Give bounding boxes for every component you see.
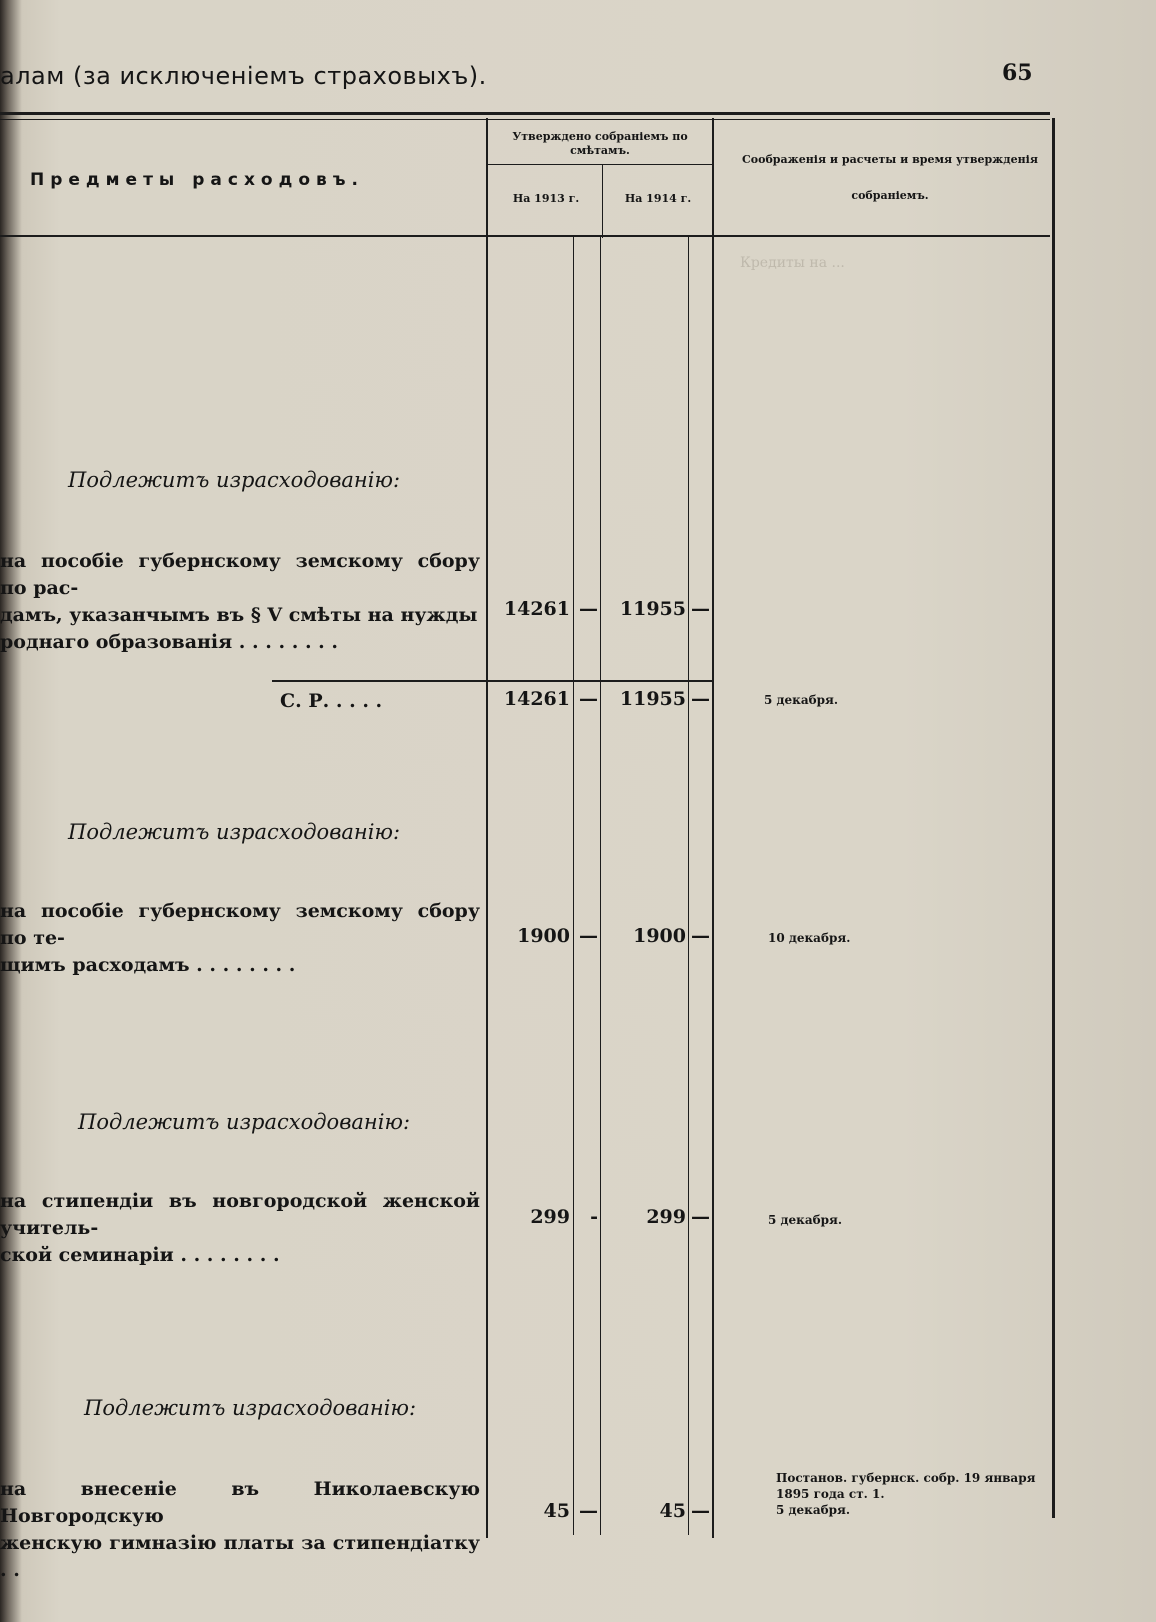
section-5-note-line-1: Постанов. губернск. собр. 19 января — [776, 1471, 1036, 1485]
section-3-text — [0, 898, 480, 979]
header-rule — [0, 112, 1050, 115]
table-header-bottom-rule — [0, 235, 1050, 237]
section-5-value-1913: 45 — [543, 1500, 570, 1522]
section-5-dash-1913: — — [579, 1500, 598, 1522]
kop-line-1914 — [688, 235, 689, 1535]
subtotal-value-1914: 11955 — [619, 688, 686, 710]
section-4-line-2: ской семинаріи . . . . . . . . — [0, 1244, 280, 1266]
subtotal-dash-1914: — — [691, 688, 710, 710]
divider-1913-1914 — [600, 235, 601, 1535]
approved-sub-rule — [488, 164, 713, 165]
header-rule-thin — [0, 119, 1050, 120]
show-through-text: Кредиты на ... — [740, 255, 845, 271]
section-1-heading: Подлежитъ израсходованію: — [68, 468, 401, 492]
right-border — [1052, 118, 1055, 1518]
section-4-text — [0, 1188, 480, 1269]
section-1-value-1914: 11955 — [619, 598, 686, 620]
section-1-text — [0, 548, 480, 656]
section-3-dash-1914: — — [691, 925, 710, 947]
section-4-dash-1914: — — [691, 1206, 710, 1228]
section-4-value-1914: 299 — [646, 1206, 686, 1228]
section-1-line-2: дамъ, указанчымъ въ § V смѣты на нужды — [0, 604, 478, 626]
section-5-note-line-3: 5 декабря. — [776, 1503, 851, 1517]
section-3-line-2: щимъ расходамъ . . . . . . . . — [0, 954, 296, 976]
section-4-dash-1913: - — [590, 1206, 598, 1228]
subjects-column-header: Предметы расходовъ. — [30, 170, 364, 190]
subtotal-note: 5 декабря. — [764, 693, 839, 707]
section-1-value-1913: 14261 — [503, 598, 570, 620]
section-4-line-1: на стипендіи въ новгородской женской учитель- — [0, 1190, 480, 1239]
col-divider-subjects — [486, 118, 488, 1538]
col-divider-notes — [712, 118, 714, 1538]
section-1-line-1: на пособіе губернскому земскому сбору по рас- — [0, 550, 480, 599]
section-4-value-1913: 299 — [530, 1206, 570, 1228]
page-number: 65 — [1002, 60, 1033, 86]
section-1-dash-1913: — — [579, 598, 598, 620]
section-4-heading: Подлежитъ израсходованію: — [78, 1110, 411, 1134]
section-1-line-3: роднаго образованія . . . . . . . . — [0, 631, 339, 653]
approved-column-header: Утверждено собраніемъ по смѣтамъ. — [512, 130, 688, 157]
section-3-value-1913: 1900 — [517, 925, 570, 947]
section-5-line-1: на внесеніе въ Николаевскую Новгородскую — [0, 1478, 480, 1527]
page-header-title: алам (за исключеніемъ страховыхъ). — [0, 62, 487, 90]
section-3-heading: Подлежитъ израсходованію: — [68, 820, 401, 844]
section-5-note — [776, 1470, 1035, 1518]
section-5-heading: Подлежитъ израсходованію: — [84, 1396, 417, 1420]
subtotal-value-1913: 14261 — [503, 688, 570, 710]
section-3-dash-1913: — — [579, 925, 598, 947]
year-1914-header: На 1914 г. — [624, 192, 692, 205]
subtotal-label: С. Р. . . . . — [280, 690, 383, 712]
subtotal-dash-1913: — — [579, 688, 598, 710]
col-divider-years-header — [602, 164, 603, 238]
section-5-value-1914: 45 — [659, 1500, 686, 1522]
section-1-dash-1914: — — [691, 598, 710, 620]
section-5-note-line-2: 1895 года ст. 1. — [776, 1487, 885, 1501]
section-4-note: 5 декабря. — [768, 1213, 843, 1227]
subtotal-rule — [272, 680, 712, 682]
kop-line-1913 — [573, 235, 574, 1535]
section-5-dash-1914: — — [691, 1500, 710, 1522]
section-3-note: 10 декабря. — [768, 931, 851, 945]
section-3-line-1: на пособіе губернскому земскому сбору по те- — [0, 900, 480, 949]
year-1913-header: На 1913 г. — [512, 192, 580, 205]
section-5-text — [0, 1476, 480, 1584]
section-3-value-1914: 1900 — [633, 925, 686, 947]
section-5-line-2: женскую гимназію платы за стипендіатку . . — [0, 1532, 480, 1581]
notes-column-header: Соображенія и расчеты и время утвержденія собраніемъ. — [742, 153, 1038, 202]
